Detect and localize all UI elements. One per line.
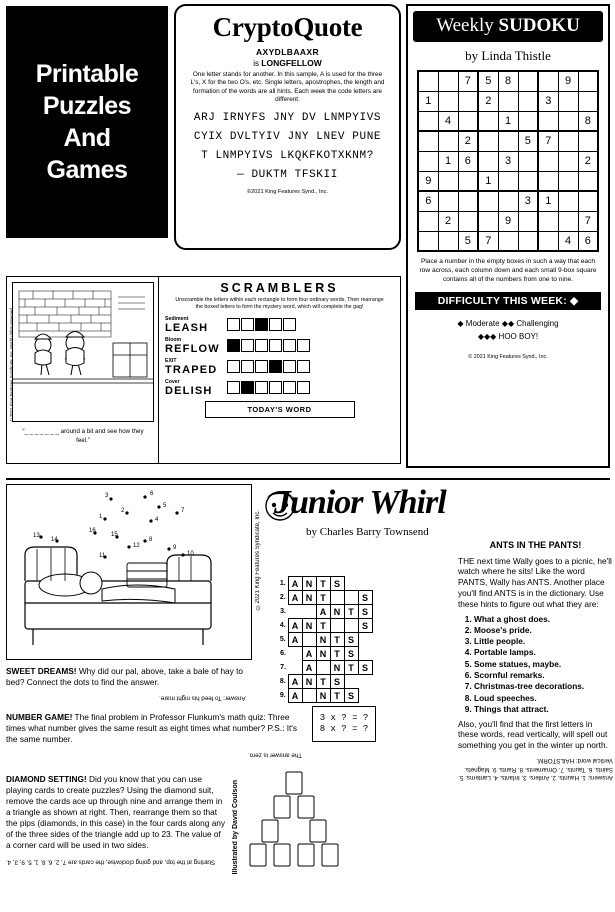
cryptoquote-attribution: ©2021 King Features Synd., Inc.	[247, 188, 328, 195]
cipher-sample: AXYDLBAAXR	[255, 47, 320, 57]
sweet-dreams-block	[6, 666, 246, 701]
sweet-dreams-text: Why did our pal, above, take a bale of hay to bed? Connect the dots to find the answer.	[6, 666, 244, 688]
junior-whirl-byline: by Charles Barry Townsend	[306, 526, 429, 538]
ants-grid-row	[278, 675, 372, 689]
sudoku-cell[interactable]	[558, 211, 578, 231]
scrambler-word: TRAPED	[165, 363, 218, 376]
sudoku-row	[418, 231, 598, 251]
todays-word-box[interactable]: TODAY'S WORD	[205, 401, 355, 418]
sudoku-cell[interactable]	[458, 111, 478, 131]
ants-grid-cell[interactable]: T	[330, 647, 344, 661]
ants-clue-item: 8. Loud speeches.	[474, 693, 613, 704]
sudoku-cell[interactable]	[558, 151, 578, 171]
scramblers-puzzle-column	[159, 277, 400, 463]
sudoku-cell[interactable]	[578, 91, 598, 111]
diamond-setting-title: DIAMOND SETTING!	[6, 774, 87, 784]
ants-grid-cell[interactable]: A	[288, 689, 302, 703]
sudoku-row	[418, 91, 598, 111]
sudoku-cell[interactable]: 4	[558, 231, 578, 251]
ants-intro: THE next time Wally goes to a picnic, he'll watch where he sits! Like the word PANTS, Wally has ANTS. Another place you'll find ANTS is in the dictionary. Use these hints to figure out what they are:	[458, 555, 612, 609]
sudoku-cell[interactable]	[458, 91, 478, 111]
svg-text:4: 4	[155, 517, 159, 523]
scrambler-letter-box[interactable]	[269, 360, 282, 373]
sudoku-row	[418, 171, 598, 191]
ants-clue-item: 1. What a ghost does.	[474, 614, 613, 625]
ants-grid-row	[278, 633, 372, 647]
sudoku-cell[interactable]: 1	[498, 111, 518, 131]
ants-row-number: 4.	[279, 622, 286, 629]
ants-grid-cell[interactable]: A	[288, 577, 302, 591]
sudoku-cell[interactable]: 1	[478, 171, 498, 191]
sudoku-grid[interactable]	[417, 70, 599, 252]
scrambler-row	[165, 337, 394, 355]
sudoku-row	[418, 151, 598, 171]
sudoku-cell[interactable]	[558, 111, 578, 131]
scrambler-answer-boxes[interactable]	[227, 318, 296, 331]
scrambler-category: Sediment	[165, 315, 189, 322]
ants-grid-cell[interactable]: S	[330, 577, 344, 591]
scrambler-letter-box[interactable]	[283, 339, 296, 352]
sudoku-cell[interactable]	[438, 131, 458, 151]
sudoku-cell[interactable]	[458, 211, 478, 231]
svg-text:8: 8	[149, 537, 153, 543]
ants-puzzle-text	[458, 540, 613, 781]
sudoku-cell[interactable]: 3	[498, 151, 518, 171]
scramblers-art-column	[7, 277, 159, 463]
junior-whirl-copyright: ©2021 King Features Syndicate, Inc.	[255, 510, 261, 610]
banner-line-3: And	[63, 124, 111, 152]
scrambler-category: Cover	[165, 378, 180, 385]
sudoku-row	[418, 211, 598, 231]
ants-clue-item: 5. Some statues, maybe.	[474, 659, 613, 670]
scrambler-answer-boxes[interactable]	[227, 360, 310, 373]
sudoku-cell[interactable]	[558, 171, 578, 191]
scrambler-answer-boxes[interactable]	[227, 381, 310, 394]
difficulty-legend-line-1: ◆ Moderate ◆◆ Challenging	[457, 318, 559, 328]
svg-text:14: 14	[51, 537, 58, 543]
sudoku-cell[interactable]	[478, 151, 498, 171]
sudoku-cell[interactable]: 7	[458, 71, 478, 91]
ants-grid-cell[interactable]: T	[316, 675, 330, 689]
sudoku-cell[interactable]	[418, 131, 438, 151]
sudoku-cell[interactable]: 1	[538, 191, 558, 211]
sudoku-cell[interactable]	[438, 171, 458, 191]
sudoku-cell[interactable]: 2	[438, 211, 458, 231]
sudoku-cell[interactable]	[518, 71, 538, 91]
cryptoquote-title: CryptoQuote	[212, 12, 363, 42]
cryptoquote-line-1: ARJ IRNYFS JNY DV LNMPYIVS	[193, 111, 382, 124]
ants-grid-cell[interactable]: A	[316, 605, 330, 619]
sudoku-cell[interactable]: 9	[498, 211, 518, 231]
ants-grid-cell[interactable]: A	[288, 591, 302, 605]
svg-text:7: 7	[181, 508, 185, 514]
sudoku-cell[interactable]	[498, 231, 518, 251]
scrambler-letter-box[interactable]	[227, 318, 240, 331]
ants-grid-cell[interactable]: S	[358, 619, 372, 633]
scrambler-word: DELISH	[165, 384, 213, 397]
scrambler-letter-box[interactable]	[297, 360, 310, 373]
ants-grid-row	[278, 661, 372, 675]
ants-grid-row	[278, 647, 372, 661]
sudoku-cell[interactable]	[438, 91, 458, 111]
scrambler-letter-box[interactable]	[241, 339, 254, 352]
svg-text:11: 11	[99, 553, 106, 559]
ants-grid-cell[interactable]	[302, 689, 316, 703]
ants-grid-cell[interactable]: S	[344, 647, 358, 661]
sudoku-cell[interactable]	[418, 151, 438, 171]
sudoku-cell[interactable]	[578, 71, 598, 91]
sudoku-cell[interactable]: 2	[578, 151, 598, 171]
ants-grid-cell[interactable]: T	[344, 605, 358, 619]
scrambler-word: LEASH	[165, 321, 209, 334]
ants-grid-cell[interactable]: T	[316, 577, 330, 591]
sudoku-cell[interactable]: 3	[518, 191, 538, 211]
svg-text:3: 3	[105, 493, 109, 499]
cipher-equivalence	[184, 58, 391, 68]
banner-line-4: Games	[46, 156, 128, 184]
sudoku-cell[interactable]	[458, 191, 478, 211]
sudoku-cell[interactable]	[538, 211, 558, 231]
sudoku-cell[interactable]	[498, 131, 518, 151]
difficulty-legend-line-2: ◆◆◆ HOO BOY!	[477, 332, 539, 342]
sudoku-cell[interactable]	[558, 131, 578, 151]
ants-row-number: 3.	[280, 608, 286, 615]
ants-grid-cell[interactable]: S	[358, 591, 372, 605]
scrambler-letter-box[interactable]	[283, 360, 296, 373]
cryptoquote-line-4: — DUKTM TFSKII	[237, 168, 338, 181]
sudoku-cell[interactable]	[538, 111, 558, 131]
ants-grid-cell[interactable]: S	[358, 661, 372, 675]
cryptoquote-line-3: T LNMPYIVS LKQKFKOTXKNM?	[201, 149, 374, 162]
cipher-is-word: is	[253, 59, 260, 68]
scrambler-category: Bloom	[165, 336, 182, 343]
ants-grid-cell[interactable]: N	[302, 675, 316, 689]
sudoku-cell[interactable]	[518, 151, 538, 171]
ants-grid-cell[interactable]	[344, 619, 358, 633]
sudoku-title	[413, 11, 603, 42]
ants-grid-cell[interactable]: S	[330, 675, 344, 689]
ants-grid-cell[interactable]: N	[316, 633, 330, 647]
sudoku-cell[interactable]: 5	[518, 131, 538, 151]
scrambler-letter-box[interactable]	[255, 339, 268, 352]
cryptoquote-panel	[174, 4, 401, 250]
ants-grid-row	[278, 591, 372, 605]
site-banner	[6, 6, 168, 238]
svg-text:10: 10	[187, 551, 194, 557]
difficulty-legend	[413, 317, 603, 344]
sudoku-cell[interactable]	[418, 231, 438, 251]
cryptoquote-instructions: One letter stands for another. In this sample, A is used for the three L's, X for the two O's, etc. Single letters, apostrophes, the length and formation of the words are all hints. Each week the code letters are different.	[190, 71, 385, 104]
scrambler-category: EXIT	[165, 357, 177, 364]
sudoku-cell[interactable]: 6	[578, 231, 598, 251]
sudoku-cell[interactable]: 6	[458, 151, 478, 171]
sudoku-cell[interactable]: 5	[478, 71, 498, 91]
svg-text:9: 9	[173, 545, 177, 551]
scrambler-row	[165, 316, 394, 334]
sudoku-cell[interactable]: 2	[478, 91, 498, 111]
sudoku-cell[interactable]	[538, 151, 558, 171]
ants-grid-row	[278, 689, 372, 703]
sudoku-cell[interactable]	[558, 91, 578, 111]
ants-grid-cell[interactable]: N	[330, 661, 344, 675]
sudoku-cell[interactable]	[578, 131, 598, 151]
sudoku-cell[interactable]	[538, 231, 558, 251]
sudoku-cell[interactable]: 7	[538, 131, 558, 151]
ants-grid-cell[interactable]: N	[316, 647, 330, 661]
ants-grid-cell[interactable]	[316, 661, 330, 675]
sudoku-cell[interactable]	[458, 171, 478, 191]
sudoku-cell[interactable]	[578, 171, 598, 191]
sudoku-instructions: Place a number in the empty boxes in such a way that each row across, each column down and each small 9-box square contains all of the numbers from one to nine.	[419, 258, 597, 283]
svg-text:2: 2	[121, 508, 125, 514]
sudoku-cell[interactable]: 1	[438, 151, 458, 171]
ants-spacer-cell	[288, 605, 302, 619]
sudoku-cell[interactable]	[518, 111, 538, 131]
ants-grid-cell[interactable]: N	[302, 577, 316, 591]
scramblers-rows[interactable]	[165, 316, 394, 397]
junior-whirl-section	[6, 478, 613, 908]
ants-grid-cell[interactable]: A	[288, 619, 302, 633]
sudoku-cell[interactable]: 5	[458, 231, 478, 251]
sudoku-cell[interactable]: 3	[538, 91, 558, 111]
ants-grid-cell[interactable]	[330, 591, 344, 605]
number-game-card	[312, 706, 376, 742]
sudoku-cell[interactable]: 1	[418, 91, 438, 111]
scrambler-letter-box[interactable]	[227, 360, 240, 373]
difficulty-bar: DIFFICULTY THIS WEEK: ◆	[415, 292, 601, 310]
scrambler-letter-box[interactable]	[269, 318, 282, 331]
sudoku-cell[interactable]	[438, 71, 458, 91]
number-game-answer: The answer is zero.	[248, 751, 302, 759]
sudoku-cell[interactable]	[418, 111, 438, 131]
scrambler-letter-box[interactable]	[227, 339, 240, 352]
sudoku-cell[interactable]: 8	[498, 71, 518, 91]
ants-crossword-grid[interactable]	[278, 576, 373, 703]
ants-row-number: 5.	[279, 636, 286, 643]
scrambler-letter-box[interactable]	[297, 339, 310, 352]
ants-row-number: 2.	[279, 594, 286, 601]
svg-text:16: 16	[89, 528, 96, 534]
number-game-block	[6, 712, 302, 758]
sudoku-cell[interactable]: 6	[418, 191, 438, 211]
sudoku-cell[interactable]	[418, 71, 438, 91]
svg-text:5: 5	[163, 503, 167, 509]
scrambler-row	[165, 379, 394, 397]
ants-row-number: 9.	[279, 692, 286, 699]
scrambler-letter-box[interactable]	[283, 381, 296, 394]
ants-clue-item: 4. Portable lamps.	[474, 647, 613, 658]
scrambler-letter-box[interactable]	[255, 360, 268, 373]
junior-whirl-logo: Junior Whirl	[274, 484, 446, 521]
sudoku-cell[interactable]	[418, 211, 438, 231]
ants-grid-row	[278, 605, 372, 619]
number-game-card-line-2: 8 x ? = ?	[319, 724, 369, 734]
ants-outro: Also, you'll find that the first letters in these words, read vertically, will spell out something you get in the winter up north.	[458, 718, 608, 751]
ants-grid-cell[interactable]: A	[288, 633, 302, 647]
ants-grid-cell[interactable]: S	[358, 605, 372, 619]
sudoku-cell[interactable]	[498, 191, 518, 211]
sudoku-cell[interactable]	[438, 231, 458, 251]
number-game-title: NUMBER GAME!	[6, 712, 73, 722]
sudoku-cell[interactable]	[478, 211, 498, 231]
sudoku-author: by Linda Thistle	[465, 48, 551, 63]
sudoku-cell[interactable]	[518, 91, 538, 111]
diamond-setting-answer: Starting at the top, and going clockwise, the cards are 7, 2, 6, 8, 1, 5, 9, 3, 4.	[6, 858, 216, 866]
ants-grid-cell[interactable]: T	[316, 619, 330, 633]
sudoku-cell[interactable]	[478, 111, 498, 131]
scrambler-letter-box[interactable]	[283, 318, 296, 331]
sudoku-cell[interactable]: 8	[578, 111, 598, 131]
sudoku-row	[418, 111, 598, 131]
number-game-text: The final problem in Professor Flunkum's math quiz: Three times what number gives the same result as eight times what number? P.S.: It's the same number.	[6, 712, 298, 745]
ants-clue-item: 2. Moose's pride.	[474, 625, 613, 636]
number-game-card-line-1: 3 x ? = ?	[319, 712, 369, 723]
scrambler-letter-box[interactable]	[227, 381, 240, 394]
sudoku-cell[interactable]: 9	[418, 171, 438, 191]
scrambler-letter-box[interactable]	[297, 381, 310, 394]
ants-grid-cell[interactable]: T	[330, 633, 344, 647]
ants-grid-cell[interactable]: T	[344, 661, 358, 675]
scrambler-letter-box[interactable]	[241, 318, 254, 331]
sudoku-cell[interactable]	[478, 131, 498, 151]
sudoku-cell[interactable]: 4	[438, 111, 458, 131]
ants-row-number: 6.	[280, 650, 286, 657]
ants-grid-cell[interactable]: N	[302, 619, 316, 633]
svg-text:13: 13	[33, 533, 40, 539]
sweet-dreams-answer: Answer: To feed his night mare.	[159, 694, 246, 702]
scrambler-letter-box[interactable]	[241, 381, 254, 394]
ants-grid-cell[interactable]: S	[344, 689, 358, 703]
sudoku-cell[interactable]: 7	[478, 231, 498, 251]
sudoku-cell[interactable]	[558, 191, 578, 211]
ants-spacer-cell	[288, 661, 302, 675]
ants-grid-cell[interactable]: A	[302, 661, 316, 675]
banner-line-1: Printable	[35, 60, 139, 88]
scrambler-row	[165, 358, 394, 376]
scrambler-letter-box[interactable]	[269, 339, 282, 352]
illustrator-credit: Illustrated by David Coulson	[232, 780, 239, 875]
sudoku-cell[interactable]	[498, 91, 518, 111]
ants-clue-item: 7. Christmas-tree decorations.	[474, 681, 613, 692]
ants-title: ANTS IN THE PANTS!	[489, 540, 582, 550]
sweet-dreams-title: SWEET DREAMS!	[6, 666, 77, 676]
scramblers-cartoon	[12, 282, 154, 422]
sudoku-cell[interactable]	[518, 171, 538, 191]
ants-grid-row	[278, 577, 372, 591]
ants-grid-cell[interactable]: T	[330, 689, 344, 703]
diamond-setting-text: Did you know that you can use playing cards to create puzzles? Using the diamond suit, remove the cards ace up through nine and arrange them in a triangle as shown at right. Then, rearrange them so that the pips (diamonds, in this case) in the four cards along any of the three sides of the triangle add up to 23. The value of a corner card will be used in two sides.	[6, 774, 226, 851]
sudoku-panel	[406, 4, 610, 468]
svg-text:15: 15	[111, 532, 118, 538]
ants-clue-item: 9. Things that attract.	[474, 704, 613, 715]
ants-grid-cell[interactable]	[330, 619, 344, 633]
ants-clue-list	[458, 614, 613, 715]
svg-text:1: 1	[99, 514, 103, 520]
ants-clue-item: 6. Scornful remarks.	[474, 670, 613, 681]
scramblers-panel	[6, 276, 401, 464]
scrambler-letter-box[interactable]	[241, 360, 254, 373]
ants-spacer-cell	[302, 605, 316, 619]
sudoku-cell[interactable]	[478, 191, 498, 211]
sudoku-cell[interactable]	[538, 171, 558, 191]
scrambler-letter-box[interactable]	[255, 318, 268, 331]
sudoku-cell[interactable]: 2	[458, 131, 478, 151]
sudoku-cell[interactable]	[538, 71, 558, 91]
sudoku-cell[interactable]	[518, 211, 538, 231]
cipher-plain: LONGFELLOW	[261, 58, 322, 68]
ants-grid-cell[interactable]	[302, 633, 316, 647]
ants-spacer-cell	[288, 647, 302, 661]
ants-grid-row	[278, 619, 372, 633]
sudoku-title-weekly: Weekly	[436, 15, 494, 36]
svg-text:6: 6	[150, 491, 154, 497]
scrambler-letter-box[interactable]	[269, 381, 282, 394]
scrambler-letter-box[interactable]	[255, 381, 268, 394]
ants-grid-cell[interactable]: S	[344, 633, 358, 647]
sudoku-row	[418, 131, 598, 151]
cryptoquote-line-2: CYIX DVLTYIV JNY LNEV PUNE	[193, 130, 382, 143]
sudoku-cell[interactable]	[578, 191, 598, 211]
sudoku-cell[interactable]: 7	[578, 211, 598, 231]
ants-row-number: 7.	[280, 664, 286, 671]
sudoku-cell[interactable]	[438, 191, 458, 211]
ants-answers: Answers: 1. Haunts. 2. Antlers. 3. Infants. 4. Lanterns. 5. Saints. 6. Taunts. 7. Ornaments. 8. Rants. 9. Magnets. Vertical word: HAILSTORM.	[458, 757, 613, 782]
sudoku-title-main: SUDOKU	[498, 15, 580, 36]
sudoku-attribution: © 2021 King Features Synd., Inc.	[468, 353, 548, 360]
ants-grid-cell[interactable]: N	[316, 689, 330, 703]
ants-grid-cell[interactable]: A	[302, 647, 316, 661]
ants-clue-item: 3. Little people.	[474, 636, 613, 647]
sudoku-row	[418, 191, 598, 211]
diamond-setting-block	[6, 774, 226, 866]
ants-grid-cell[interactable]: A	[288, 675, 302, 689]
banner-line-2: Puzzles	[42, 92, 132, 120]
sudoku-cell[interactable]	[518, 231, 538, 251]
ants-grid-cell[interactable]	[344, 591, 358, 605]
scramblers-caption: “_ _ _ _ _ _ _ around a bit and see how they feel.”	[22, 428, 144, 445]
ants-grid-cell[interactable]: N	[302, 591, 316, 605]
sudoku-row	[418, 71, 598, 91]
scramblers-instructions: Unscramble the letters within each rectangle to form four ordinary words. Then rearrange the boxed letters to form the mystery word, which will complete the gag!	[175, 297, 384, 311]
sudoku-cell[interactable]	[498, 171, 518, 191]
scrambler-word: REFLOW	[165, 342, 220, 355]
svg-text:12: 12	[133, 543, 140, 549]
ants-grid-cell[interactable]: T	[316, 591, 330, 605]
card-triangle-diagram	[244, 770, 344, 890]
ants-row-number: 8.	[279, 678, 286, 685]
sudoku-cell[interactable]: 9	[558, 71, 578, 91]
scrambler-answer-boxes[interactable]	[227, 339, 310, 352]
scramblers-title: SCRAMBLERS	[220, 281, 339, 295]
ants-grid-cell[interactable]: N	[330, 605, 344, 619]
ants-row-number: 1.	[279, 580, 286, 587]
connect-the-dots-art	[6, 484, 252, 660]
